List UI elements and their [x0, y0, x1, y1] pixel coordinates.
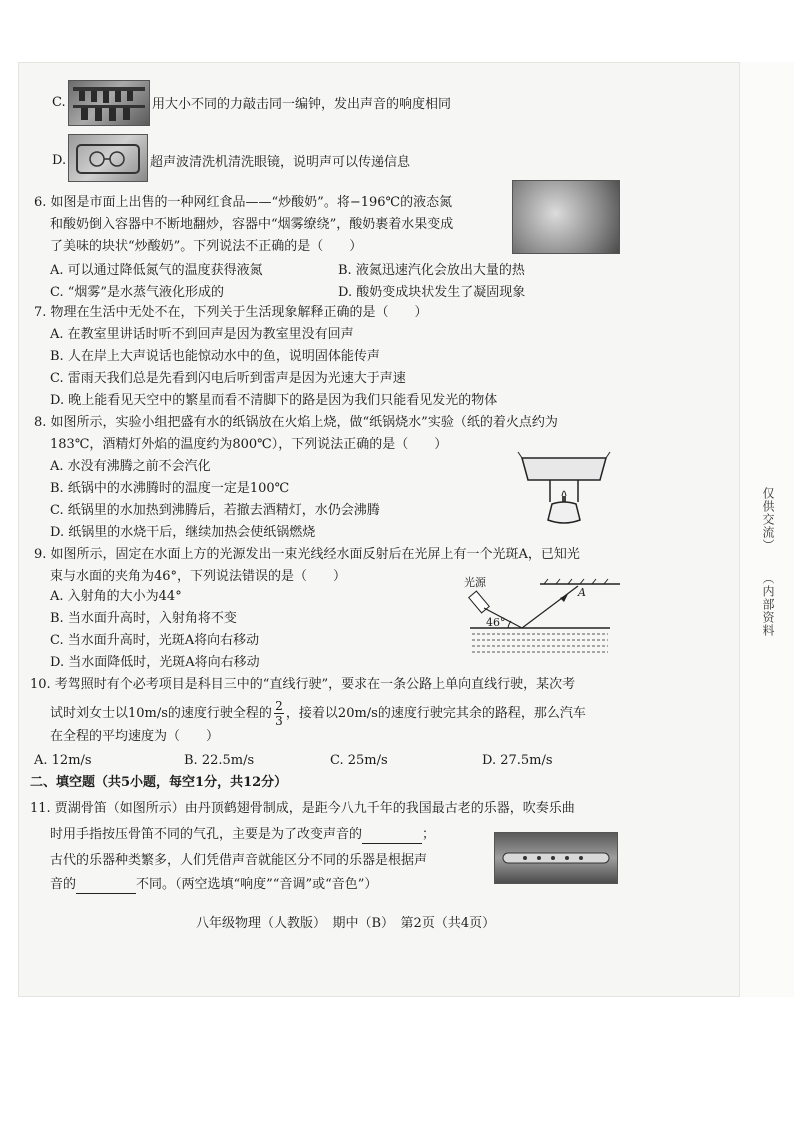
q8-option-c: C. 纸锅里的水加热到沸腾后，若撤去酒精灯，水仍会沸腾 — [50, 503, 380, 518]
q7-option-d: D. 晚上能看见天空中的繁星而看不清脚下的路是因为我们只能看见发光的物体 — [50, 393, 498, 408]
q11-stem-line3: 古代的乐器种类繁多，人们凭借声音就能区分不同的乐器是根据声 — [50, 853, 428, 868]
q9-option-c: C. 当水面升高时，光斑A将向右移动 — [50, 633, 260, 648]
q9-option-d: D. 当水面降低时，光斑A将向右移动 — [50, 655, 260, 670]
q9-stem-line2: 束与水面的夹角为46°，下列说法错误的是（ ） — [50, 569, 347, 584]
fried-yogurt-photo — [512, 180, 620, 254]
q6-option-b: B. 液氮迅速汽化会放出大量的热 — [338, 263, 525, 278]
page-footer: 八年级物理（人教版） 期中（B） 第2页（共4页） — [196, 916, 496, 931]
q11-line4-end: 不同。（两空选填“响度”“音调”或“音色”） — [136, 877, 378, 892]
q6-stem-line2: 和酸奶倒入容器中不断地翻炒，容器中“烟雾缭绕”，酸奶裹着水果变成 — [50, 217, 454, 232]
q5-option-d-text: 超声波清洗机清洗眼镜，说明声可以传递信息 — [150, 155, 411, 170]
section-fill-in-title: 二、填空题（共5小题，每空1分，共12分） — [30, 775, 288, 790]
q8-stem-line1: 8. 如图所示，实验小组把盛有水的纸锅放在火焰上烧，做“纸锅烧水”实验（纸的着火点约为 — [34, 415, 558, 430]
spot-a-label: A — [578, 586, 586, 599]
q7-stem: 7. 物理在生活中无处不在，下列关于生活现象解释正确的是（ ） — [34, 305, 428, 320]
q11-stem-line2 — [50, 826, 435, 844]
reflection-figure — [460, 576, 630, 666]
q8-stem-line2: 183℃，酒精灯外焰的温度约为800℃），下列说法正确的是（ ） — [50, 437, 448, 452]
q5-option-c-label: C. — [52, 95, 66, 110]
q5-option-c-text: 用大小不同的力敲击同一编钟，发出声音的响度相同 — [152, 97, 452, 112]
binding-margin — [740, 62, 794, 997]
bone-flute-image — [495, 833, 617, 883]
q10-option-b: B. 22.5m/s — [184, 753, 255, 768]
q10-stem-line2-part1: 试时刘女士以10m/s的速度行驶全程的 — [50, 706, 272, 721]
q6-option-c: C. “烟雾”是水蒸气液化形成的 — [50, 285, 225, 300]
light-source-label: 光源 — [464, 576, 486, 589]
margin-note-1: （内部资料 — [761, 572, 775, 637]
q6-option-a: A. 可以通过降低氮气的温度获得液氮 — [50, 263, 263, 278]
paper-pot-figure — [516, 450, 612, 526]
q10-stem-line2 — [50, 700, 586, 727]
q8-option-d: D. 纸锅里的水烧干后，继续加热会使纸锅燃烧 — [50, 525, 316, 540]
q9-option-b: B. 当水面升高时，入射角将不变 — [50, 611, 237, 626]
q11-stem-line4 — [50, 876, 377, 894]
bianzhong-bells-photo — [68, 80, 150, 126]
answer-blank-1[interactable] — [362, 829, 422, 844]
ultrasonic-cleaner-photo — [68, 134, 148, 182]
q11-line4-text: 音的 — [50, 877, 77, 892]
q5-option-d-label: D. — [52, 153, 67, 168]
cleaner-image — [69, 135, 147, 181]
fraction-denominator: 3 — [275, 714, 283, 728]
q10-option-a: A. 12m/s — [34, 753, 92, 768]
q10-stem-line1: 10. 考驾照时有个必考项目是科目三中的“直线行驶”，要求在一条公路上单向直线行驶，某次考 — [30, 677, 576, 692]
bells-image — [69, 81, 149, 125]
q7-option-a: A. 在教室里讲话时听不到回声是因为教室里没有回声 — [50, 327, 354, 342]
q10-option-d: D. 27.5m/s — [482, 753, 553, 768]
q9-option-a: A. 入射角的大小为44° — [50, 589, 182, 604]
fraction-numerator: 2 — [275, 699, 283, 713]
q6-stem-line3: 了美味的块状“炒酸奶”。下列说法不正确的是（ ） — [50, 239, 363, 254]
q11-line2-end: ； — [422, 827, 436, 842]
fraction-two-thirds — [274, 700, 284, 727]
bone-flute-photo — [494, 832, 618, 884]
q11-line2-text: 时用手指按压骨笛不同的气孔，主要是为了改变声音的 — [50, 827, 363, 842]
q11-stem-line1: 11. 贾湖骨笛（如图所示）由丹顶鹤翅骨制成，是距今八九千年的我国最古老的乐器，吹奏乐曲 — [30, 801, 575, 816]
angle-label: 46° — [486, 616, 506, 629]
q10-option-c: C. 25m/s — [330, 753, 388, 768]
q10-stem-line2-part2: ，接着以20m/s的速度行驶完其余的路程，那么汽车 — [285, 706, 586, 721]
q6-option-d: D. 酸奶变成块状发生了凝固现象 — [338, 285, 526, 300]
margin-note-2: 仅供交流） — [761, 487, 775, 552]
q6-stem-line1: 6. 如图是市面上出售的一种网红食品——“炒酸奶”。将−196℃的液态氮 — [34, 195, 453, 210]
q7-option-b: B. 人在岸上大声说话也能惊动水中的鱼，说明固体能传声 — [50, 349, 380, 364]
q7-option-c: C. 雷雨天我们总是先看到闪电后听到雷声是因为光速大于声速 — [50, 371, 406, 386]
q9-stem-line1: 9. 如图所示，固定在水面上方的光源发出一束光线经水面反射后在光屏上有一个光斑A，已知光 — [34, 547, 580, 562]
q8-option-a: A. 水没有沸腾之前不会汽化 — [50, 459, 211, 474]
q8-option-b: B. 纸锅中的水沸腾时的温度一定是100℃ — [50, 481, 290, 496]
q10-stem-line3: 在全程的平均速度为（ ） — [50, 729, 220, 744]
answer-blank-2[interactable] — [76, 879, 136, 894]
